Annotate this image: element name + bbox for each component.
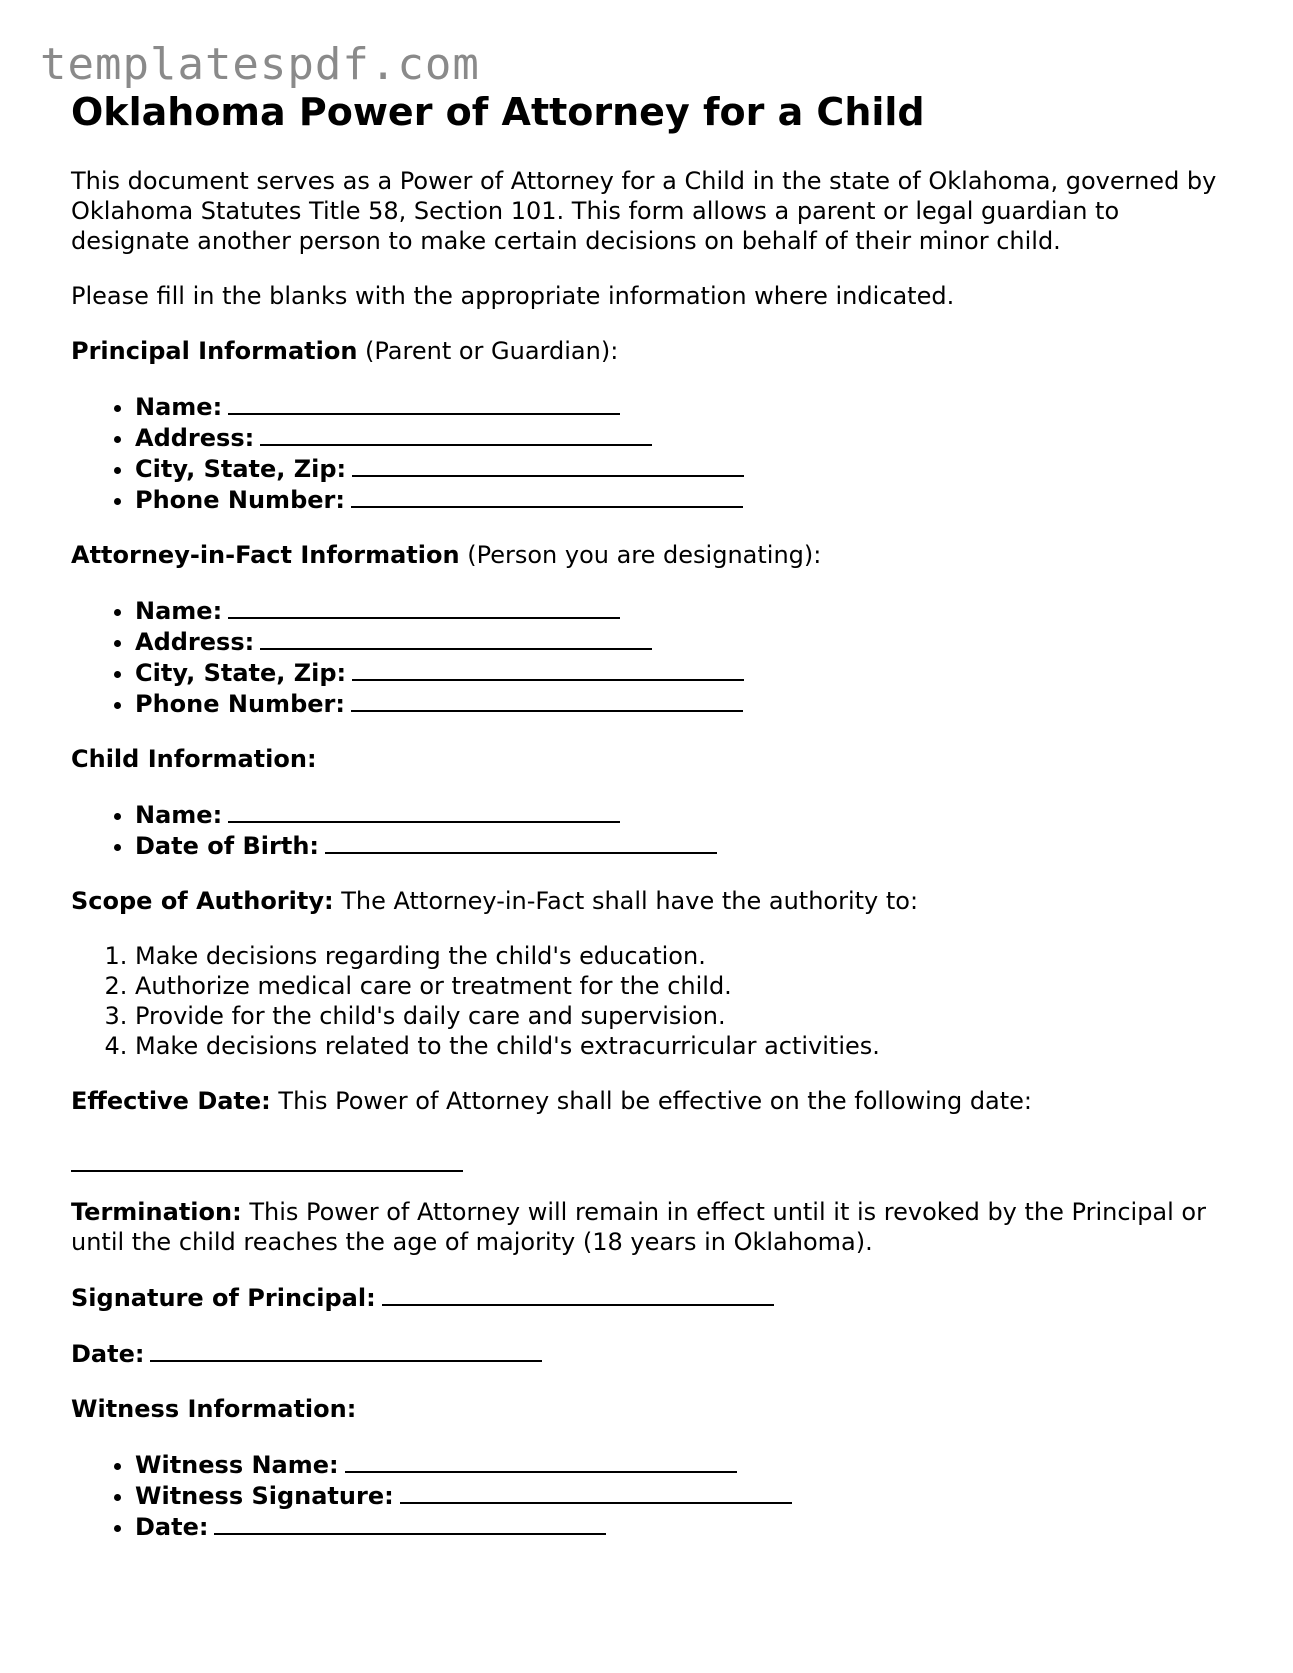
signature-date-row	[71, 1338, 1231, 1369]
scope-item: 4. Make decisions related to the child's extracurricular activities.	[135, 1031, 1231, 1061]
principal-heading: Principal Information	[71, 337, 358, 365]
watermark: templatespdf.com	[40, 39, 480, 90]
field-label: Phone Number:	[135, 690, 345, 718]
attorney-subheading: (Person you are designating):	[467, 541, 822, 569]
principal-city-state-zip-blank[interactable]	[352, 453, 744, 477]
principal-address-item	[135, 422, 1231, 453]
child-name-blank[interactable]	[228, 799, 620, 823]
child-name-item	[135, 799, 1231, 830]
termination-heading: Termination:	[71, 1198, 242, 1226]
scope-item: 3. Provide for the child's daily care and supervision.	[135, 1001, 1231, 1031]
witness-date-blank[interactable]	[214, 1511, 606, 1535]
principal-field-list	[71, 391, 1231, 515]
scope-heading: Scope of Authority:	[71, 887, 334, 915]
principal-address-blank[interactable]	[260, 422, 652, 446]
attorney-phone-blank[interactable]	[351, 688, 743, 712]
attorney-address-item	[135, 626, 1231, 657]
effective-text: This Power of Attorney shall be effective on the following date:	[278, 1087, 1033, 1115]
attorney-name-blank[interactable]	[228, 595, 620, 619]
scope-text: The Attorney-in-Fact shall have the authority to:	[341, 887, 919, 915]
scope-list	[71, 941, 1231, 1061]
intro-paragraph: This document serves as a Power of Attorney for a Child in the state of Oklahoma, governed by Oklahoma Statutes Title 58, Section 101. This form allows a parent or legal guardian to designate another person to make certain decisions on behalf of their minor child.	[71, 167, 1217, 255]
principal-phone-blank[interactable]	[351, 484, 743, 508]
document-page	[71, 86, 1231, 1542]
page-title: Oklahoma Power of Attorney for a Child	[71, 90, 925, 134]
field-label: Name:	[135, 801, 223, 829]
field-label: Address:	[135, 628, 255, 656]
witness-heading: Witness Information:	[71, 1395, 357, 1423]
witness-name-item	[135, 1449, 1231, 1480]
field-label: Address:	[135, 424, 255, 452]
principal-signature-label: Signature of Principal:	[71, 1284, 376, 1312]
attorney-phone-item	[135, 688, 1231, 719]
effective-heading: Effective Date:	[71, 1087, 271, 1115]
field-label: City, State, Zip:	[135, 455, 347, 483]
attorney-city-state-zip-blank[interactable]	[352, 657, 744, 681]
field-label: City, State, Zip:	[135, 659, 347, 687]
principal-subheading: (Parent or Guardian):	[365, 337, 619, 365]
attorney-field-list	[71, 595, 1231, 719]
field-label: Date:	[135, 1513, 209, 1541]
principal-city-state-zip-item	[135, 453, 1231, 484]
witness-name-blank[interactable]	[345, 1449, 737, 1473]
field-label: Name:	[135, 393, 223, 421]
field-label: Name:	[135, 597, 223, 625]
witness-field-list	[71, 1449, 1231, 1542]
termination-paragraph	[71, 1197, 1231, 1257]
scope-item: 1. Make decisions regarding the child's education.	[135, 941, 1231, 971]
principal-signature-row	[71, 1282, 1231, 1313]
signature-date-blank[interactable]	[150, 1338, 542, 1362]
witness-date-item	[135, 1511, 1231, 1542]
field-label: Date of Birth:	[135, 832, 320, 860]
principal-section-heading	[71, 336, 1231, 366]
attorney-section-heading	[71, 540, 1231, 570]
signature-date-label: Date:	[71, 1340, 145, 1368]
principal-name-item	[135, 391, 1231, 422]
field-label: Witness Name:	[135, 1451, 339, 1479]
attorney-city-state-zip-item	[135, 657, 1231, 688]
scope-paragraph	[71, 886, 1231, 916]
principal-signature-blank[interactable]	[382, 1282, 774, 1306]
instructions-paragraph: Please fill in the blanks with the appropriate information where indicated.	[71, 282, 955, 310]
child-heading: Child Information:	[71, 745, 317, 773]
principal-phone-item	[135, 484, 1231, 515]
witness-signature-item	[135, 1480, 1231, 1511]
witness-signature-blank[interactable]	[400, 1480, 792, 1504]
attorney-name-item	[135, 595, 1231, 626]
field-label: Witness Signature:	[135, 1482, 394, 1510]
scope-item: 2. Authorize medical care or treatment for the child.	[135, 971, 1231, 1001]
child-field-list	[71, 799, 1231, 861]
effective-paragraph	[71, 1086, 1231, 1116]
field-label: Phone Number:	[135, 486, 345, 514]
attorney-address-blank[interactable]	[260, 626, 652, 650]
termination-text: This Power of Attorney will remain in effect until it is revoked by the Principal or until the child reaches the age of majority (18 years in Oklahoma).	[71, 1198, 1206, 1256]
principal-name-blank[interactable]	[228, 391, 620, 415]
child-dob-item	[135, 830, 1231, 861]
child-dob-blank[interactable]	[325, 830, 717, 854]
attorney-heading: Attorney-in-Fact Information	[71, 541, 460, 569]
effective-date-blank[interactable]	[71, 1170, 463, 1172]
